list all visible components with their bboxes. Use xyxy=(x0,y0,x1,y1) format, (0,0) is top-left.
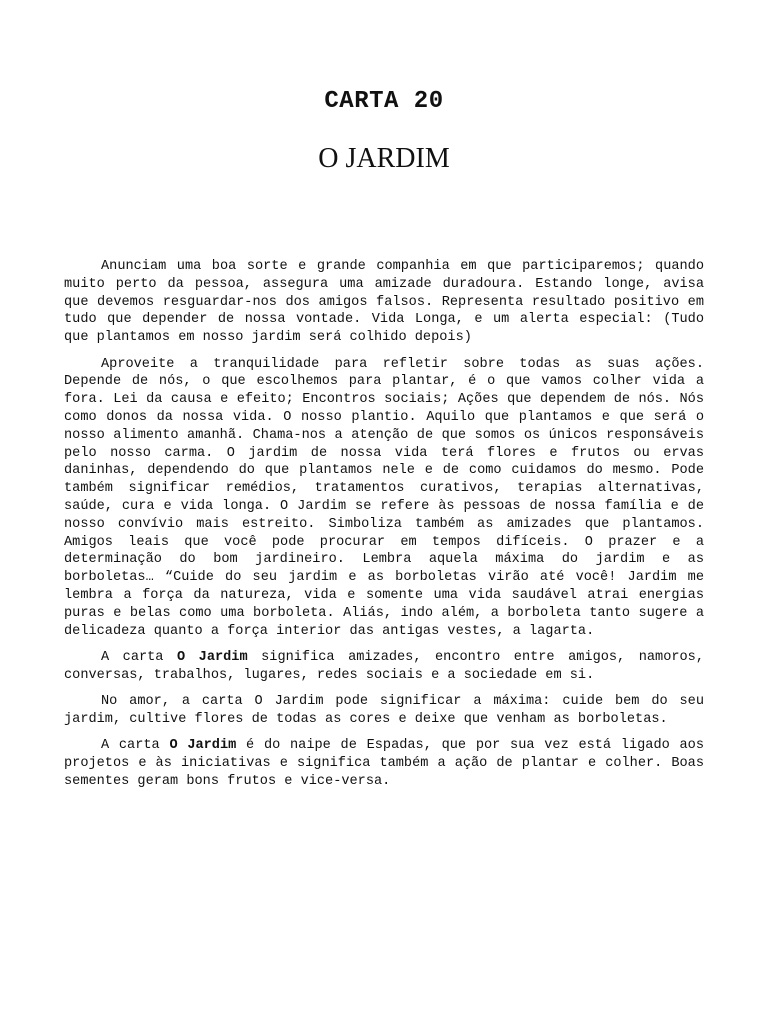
letter-number-heading: CARTA 20 xyxy=(324,88,444,115)
page-title: O JARDIM xyxy=(318,143,450,174)
paragraph-3 xyxy=(64,649,704,685)
paragraph-1: Anunciam uma boa sorte e grande companhia em que participaremos; quando muito perto da pessoa, assegura uma amizade duradoura. Estando longe, avisa que devemos resguardar-nos dos amigos falsos. Representa resultado positivo em tudo que depender de nossa vontade. Vida Longa, e um alerta especial: (Tudo que plantamos em nosso jardim será colhido depois) xyxy=(64,259,704,346)
card-name-bold: O Jardim xyxy=(177,649,248,665)
paragraph-2: Aproveite a tranquilidade para refletir sobre todas as suas ações. Depende de nós, o que escolhemos para plantar, é o que vamos colher vida a fora. Lei da causa e efeito; Encontros sociais; Ações que dependem de nós. Nós como donos da nossa vida. O nosso plantio. Aquilo que plantamos e que será o nosso alimento amanhã. Chama-nos a atenção de que somos os únicos responsáveis pelo nosso carma. O jardim de nossa vida terá flores e frutos ou ervas daninhas, dependendo do que plantamos nele e de como cuidamos do mesmo. Pode também significar remédios, tratamentos curativos, terapias alternativas, saúde, cura e vida longa. O Jardim se refere às pessoas de nossa família e de nosso convívio mais estreito. Simboliza também as amizades que plantamos. Amigos leais que você pode procurar em tempos difíceis. O prazer e a determinação do bom jardineiro. Lembra aquela máxima do jardim e as borboletas… “Cuide do seu jardim e as borboletas virão até você! Jardim me lembra a força da natureza, vida e somente uma vida saudável atrai energias puras e belas como uma borboleta. Aliás, indo além, a borboleta tanto sugere a delicadeza quanto a força interior das antigas vestes, a lagarta. xyxy=(64,356,704,639)
paragraph-5 xyxy=(64,737,704,790)
card-name-bold: O Jardim xyxy=(169,738,237,754)
paragraph-5-lead: A carta xyxy=(101,738,170,754)
paragraph-3-rest: significa amizades, encontro entre amigos, namoros, conversas, trabalhos, lugares, redes sociais e a sociedade em si. xyxy=(64,649,704,683)
paragraph-5-rest: é do naipe de Espadas, que por sua vez está ligado aos projetos e às iniciativas e significa também a ação de plantar e colher. Boas sementes geram bons frutos e vice-versa. xyxy=(64,738,705,789)
paragraph-4: No amor, a carta O Jardim pode significar a máxima: cuide bem do seu jardim, cultive flores de todas as cores e deixe que venham as borboletas. xyxy=(64,694,704,727)
document-body xyxy=(64,258,704,791)
paragraph-3-lead: A carta xyxy=(101,649,177,665)
